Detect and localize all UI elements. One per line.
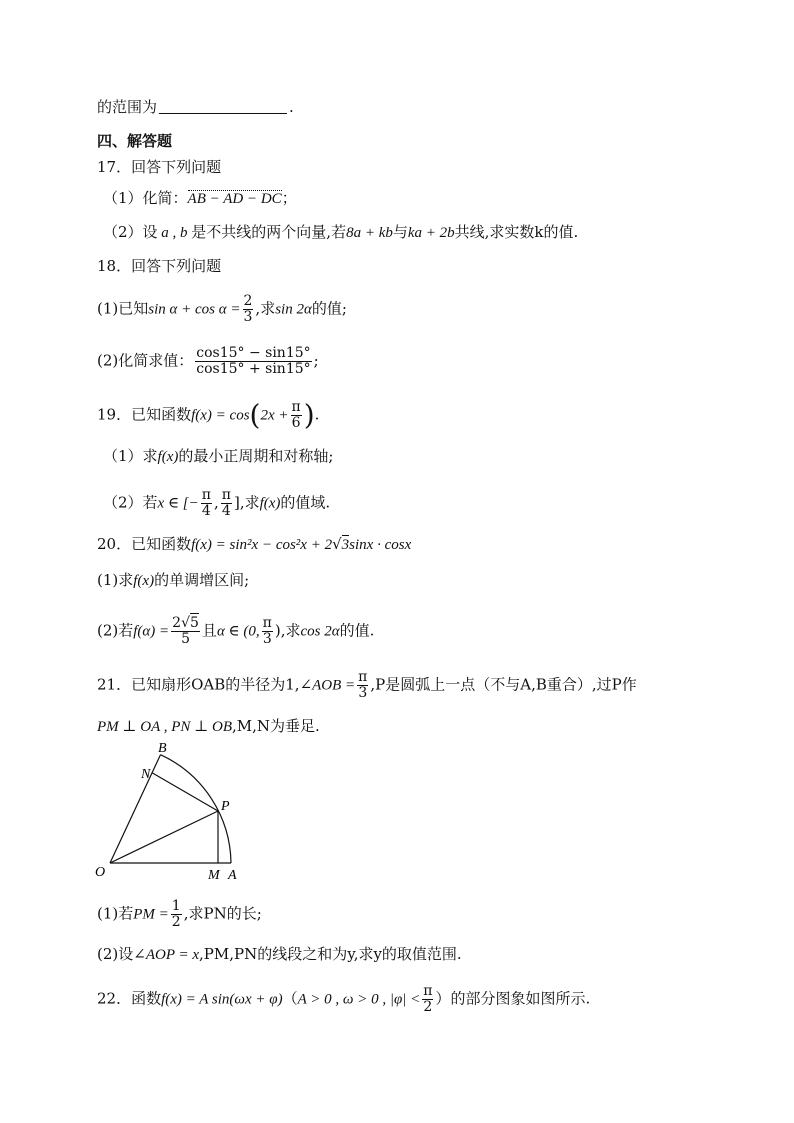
q20-part2: (2)若f(α) = $\frac{2√5}{5}$ 且α ∈ (0, $\frac{\pi}{3}$ ),求cos 2α的值. — [97, 615, 375, 647]
q19-part1: （1）求f(x)的最小正周期和对称轴; — [103, 447, 334, 465]
q17-head: 17．回答下列问题 — [97, 158, 222, 176]
q21-part1: (1)若PM = $\frac{1}{2}$ ,求PN的长; — [97, 898, 262, 930]
sector-figure — [90, 738, 250, 888]
q18-part1: (1)已知sin α + cos α = $\frac{2}{3}$ ,求sin 2α的值; — [97, 293, 347, 325]
q19-part2: （2）若x ∈ [− $\frac{\pi}{4}$ , $\frac{\pi}{4}$ ],求f(x)的值域. — [103, 487, 331, 519]
answer-blank[interactable] — [159, 99, 287, 114]
section-title: 四、解答题 — [97, 132, 173, 150]
q21-line2: PM ⊥ OA , PN ⊥ OB,M,N为垂足. — [97, 717, 320, 735]
label-m: M — [208, 868, 220, 883]
segment-ob — [110, 755, 161, 863]
q18-head: 18．回答下列问题 — [97, 257, 222, 275]
q17-part1: （1）化简：AB − AD − DC； — [103, 189, 297, 207]
label-a: A — [228, 868, 237, 883]
q18-part2: (2)化简求值： $\frac{\cos 15^\circ - \sin 15^\circ}{\cos 15^\circ + \sin 15^\circ}$ ; — [97, 345, 319, 377]
segment-pn — [153, 773, 219, 811]
segment-op — [110, 811, 218, 863]
q21-head: 21．已知扇形OAB的半径为1,∠AOB = $\frac{\pi}{3}$ ,P是圆弧上一点（不与A,B重合）,过P作 — [97, 669, 637, 701]
q17-part2: （2）设 a , b 是不共线的两个向量,若8a + kb与ka + 2b共线,求实数k的值. — [103, 223, 579, 241]
label-b: B — [158, 741, 167, 756]
top-fragment: 的范围为 . — [97, 98, 294, 116]
label-n: N — [141, 767, 151, 782]
q21-part2: (2)设∠AOP = x,PM,PN的线段之和为y,求y的取值范围. — [97, 945, 462, 963]
q20-part1: (1)求f(x)的单调增区间; — [97, 571, 250, 589]
q22-head: 22．函数f(x) = A sin(ωx + φ)（A > 0 , ω > 0 , |φ| < $\frac{\pi}{2}$ ）的部分图象如图所示. — [97, 983, 591, 1015]
q20-head: 20．已知函数f(x) = sin²x − cos²x + 2√3sinx · cosx — [97, 535, 412, 553]
q19-head: 19．已知函数f(x) = cos(2x + $\frac{\pi}{6}$ ). — [97, 398, 320, 432]
label-p: P — [221, 799, 230, 814]
q17-vector-expr: AB − AD − DC — [187, 191, 282, 207]
label-o: O — [95, 865, 106, 880]
